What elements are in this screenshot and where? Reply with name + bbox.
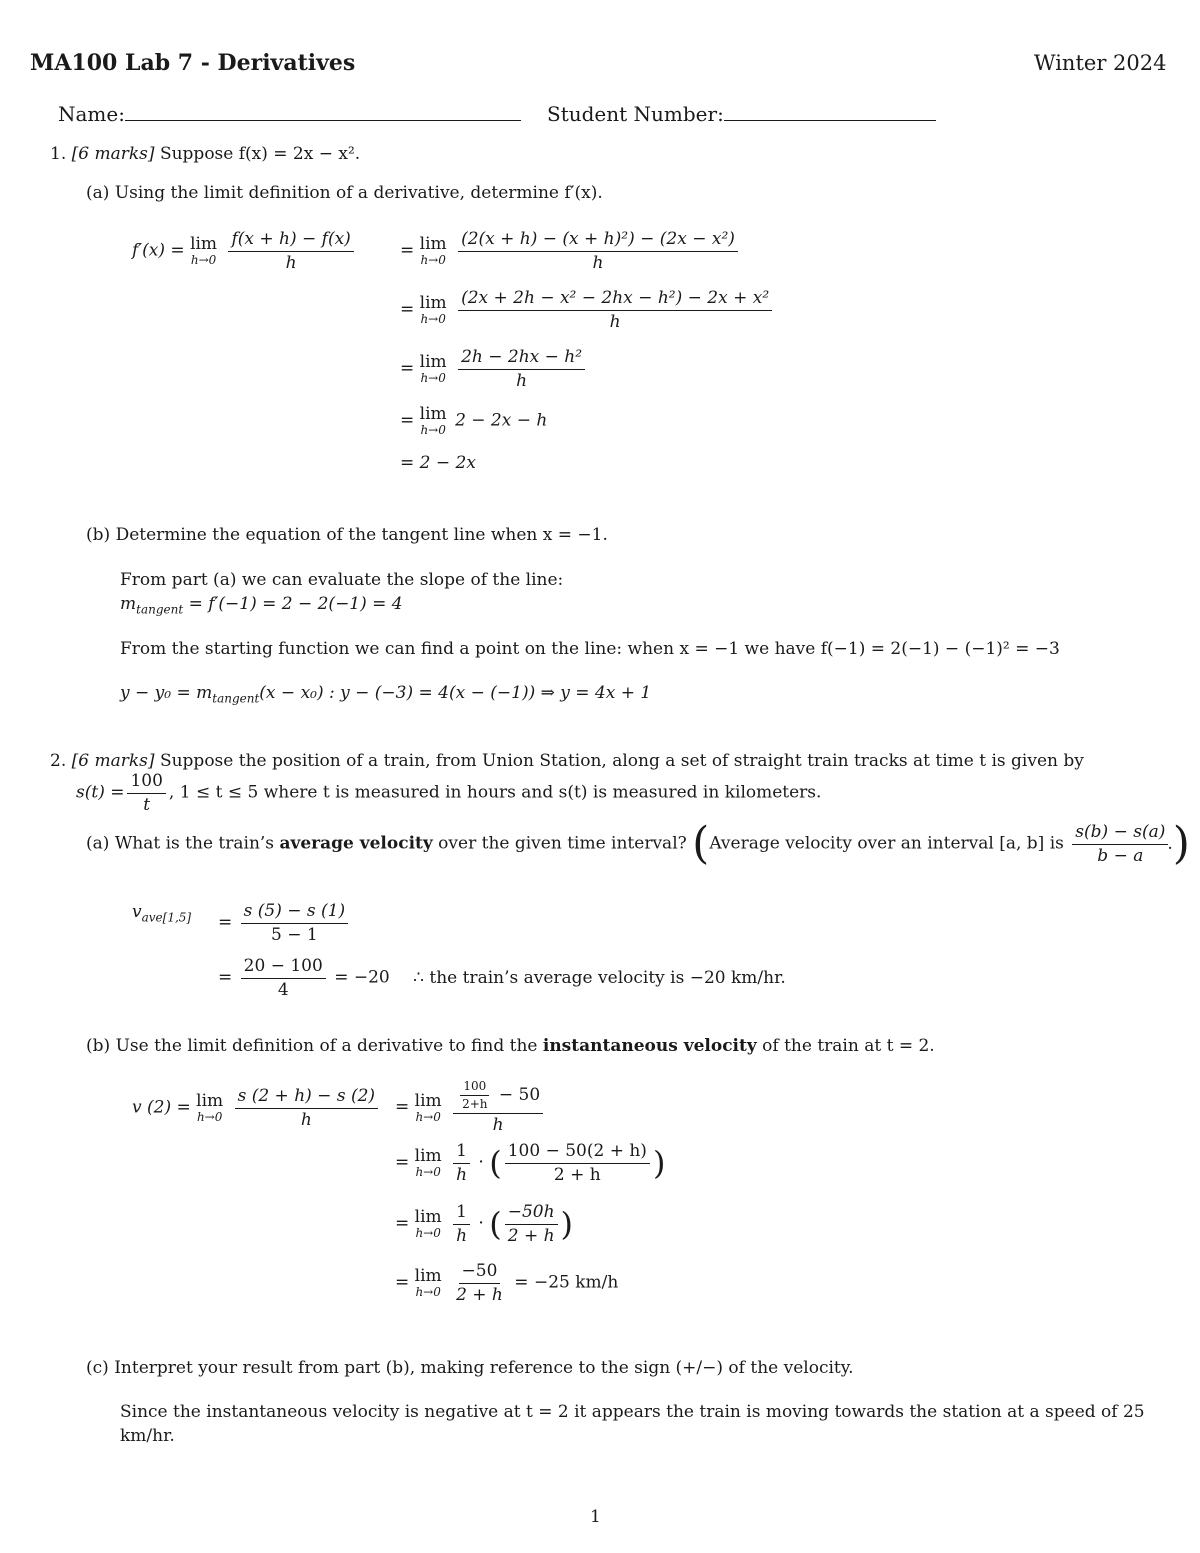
eq-left: y − y₀ = m: [120, 683, 213, 703]
lim-word: lim: [419, 293, 447, 314]
q2b-definition: [132, 1087, 381, 1129]
q2-marks: [6 marks]: [71, 751, 155, 771]
eq-sign: =: [395, 1213, 410, 1234]
fraction: [228, 230, 353, 272]
q2b-lhs: v (2) =: [132, 1097, 191, 1118]
lim-sub: h→0: [415, 1226, 441, 1241]
frac-num: f(x + h) − f(x): [228, 230, 353, 252]
lim-sub: h→0: [420, 312, 446, 327]
paren-right: ): [652, 1144, 666, 1183]
lim-sub: h→0: [420, 371, 446, 386]
s-rest: , 1 ≤ t ≤ 5 where t is measured in hours and s(t) is measured in kilometers.: [168, 782, 822, 803]
lim-sub: h→0: [196, 1110, 223, 1125]
lim-word: lim: [414, 1146, 442, 1167]
eq-sign: =: [218, 967, 233, 988]
lim-word: lim: [414, 1266, 442, 1287]
eq-sign: =: [395, 1097, 410, 1118]
frac-den: h: [516, 370, 528, 391]
page-title: MA100 Lab 7 - Derivatives: [30, 50, 356, 76]
q2a-text-post: over the given time interval?: [432, 833, 687, 854]
paren-left: (: [489, 1144, 502, 1183]
q1a-step1: [400, 230, 741, 272]
paren-right: ): [1172, 818, 1190, 869]
q2b-text-pre: Use the limit definition of a derivative to find the: [115, 1036, 543, 1056]
q1-header: [50, 144, 360, 164]
lim-word: lim: [414, 1207, 442, 1228]
q1b-tangent-equation: [120, 683, 651, 705]
q2a-velocity: [132, 902, 191, 924]
frac-num: 20 − 100: [241, 957, 326, 979]
q2b-question: [86, 1036, 935, 1056]
frac-num: (2(x + h) − (x + h)²) − (2x − x²): [458, 230, 738, 252]
q1b-line1: From part (a) we can evaluate the slope of the line:: [120, 570, 564, 590]
fraction: [505, 1203, 558, 1245]
frac-den: 2 + h: [553, 1164, 601, 1185]
q2-intro: Suppose the position of a train, from Union Station, along a set of straight train tracks at time t is given by: [159, 751, 1084, 771]
q2c-answer-line2: km/hr.: [120, 1426, 175, 1446]
fraction: [453, 1203, 470, 1245]
q1a-step3: [400, 348, 588, 390]
limit: [420, 236, 447, 266]
q1a-question: [86, 183, 603, 203]
limit: [420, 354, 447, 384]
frac-num: s (2 + h) − s (2): [235, 1087, 378, 1109]
fraction: [458, 230, 738, 272]
lim-sub: h→0: [415, 1109, 441, 1124]
lim-word: lim: [190, 234, 218, 255]
frac-den: h: [285, 252, 297, 273]
q1-intro: Suppose f(x) = 2x − x².: [159, 144, 361, 164]
lim-sub: h→0: [415, 1285, 441, 1300]
dot: ·: [478, 1213, 484, 1234]
eq-sign: =: [400, 358, 415, 379]
fraction: [241, 902, 348, 944]
student-number-blank[interactable]: [724, 119, 936, 121]
slope-m: m: [120, 594, 137, 614]
fraction: [505, 1142, 650, 1184]
page-number: 1: [590, 1507, 601, 1527]
q1a-lhs: f′(x) =: [132, 240, 185, 261]
lim-word: lim: [414, 1090, 442, 1111]
q1b-label: (b): [86, 525, 111, 545]
fraction: [458, 348, 585, 390]
paren-left: (: [692, 818, 710, 869]
eq-sub: tangent: [212, 691, 260, 706]
q2b-text-post: of the train at t = 2.: [756, 1036, 935, 1056]
limit: [196, 1093, 223, 1123]
name-field[interactable]: [58, 102, 521, 126]
q2a-text-bold: average velocity: [279, 833, 433, 854]
q1a-result: = 2 − 2x: [400, 453, 476, 473]
frac-den: b − a: [1097, 845, 1144, 866]
frac-num: 1: [453, 1203, 470, 1225]
q2b-label: (b): [86, 1036, 111, 1056]
limit: [415, 1268, 442, 1298]
q2-header: [50, 751, 1160, 771]
lim-word: lim: [419, 352, 447, 373]
frac-den: h: [456, 1225, 468, 1246]
frac-num: −50: [459, 1262, 501, 1284]
q2a-step2: [218, 957, 786, 999]
frac-den: h: [592, 252, 604, 273]
v-lhs: v: [132, 902, 142, 922]
eq-sign: =: [400, 299, 415, 320]
eq-sign: =: [400, 410, 415, 431]
q2a-question: [86, 818, 1190, 869]
step-result: = −25 km/h: [514, 1272, 619, 1293]
frac-den: 4: [277, 979, 289, 1000]
lim-word: lim: [196, 1091, 224, 1112]
q2a-hint: Average velocity over an interval [a, b] is: [709, 833, 1064, 854]
frac-num: 100 − 50(2 + h): [505, 1142, 650, 1164]
frac-den: h: [492, 1115, 504, 1136]
eq-sign: =: [218, 912, 233, 933]
q1-number: 1.: [50, 144, 67, 164]
name-label: Name:: [58, 102, 125, 126]
eq-sign: =: [400, 240, 415, 261]
lim-sub: h→0: [420, 423, 446, 437]
q1a-label: (a): [86, 183, 110, 203]
eq-sign: =: [395, 1152, 410, 1173]
q2a-text-pre: What is the train’s: [114, 833, 280, 854]
q2b-step3: [395, 1203, 573, 1245]
lim-word: lim: [419, 234, 447, 255]
frac-den: t: [143, 794, 151, 815]
lim-word: lim: [419, 404, 447, 424]
lim-sub: h→0: [415, 1165, 441, 1180]
fraction: [1072, 823, 1168, 865]
limit: [420, 295, 447, 325]
eq-right: (x − x₀) : y − (−3) = 4(x − (−1)) ⇒ y = 4x + 1: [259, 683, 652, 703]
q2c-answer-line1: Since the instantaneous velocity is negative at t = 2 it appears the train is moving towards the station at a speed of 25: [120, 1402, 1145, 1422]
frac-num: (2x + 2h − x² − 2hx − h²) − 2x + x²: [458, 289, 772, 311]
student-number-label: Student Number:: [547, 102, 724, 126]
limit: [415, 1209, 442, 1239]
s-lhs: s(t) =: [76, 782, 125, 803]
step-result: = −20: [334, 967, 390, 988]
lim-sub: h→0: [190, 253, 217, 268]
frac-num: s(b) − s(a): [1072, 823, 1168, 845]
small-num: 100: [460, 1080, 489, 1096]
frac-num: [453, 1080, 543, 1114]
student-number-field[interactable]: [547, 102, 936, 126]
paren-right: ): [560, 1205, 574, 1244]
q2b-step4: [395, 1262, 618, 1304]
q2b-step1: [395, 1080, 546, 1135]
frac-den: h: [300, 1109, 312, 1130]
small-fraction: [459, 1080, 490, 1111]
limit: [415, 1148, 442, 1178]
q1b-point: From the starting function we can find a point on the line: when x = −1 we have f(−1) = 2(−1) − (−1)² = −3: [120, 639, 1060, 659]
small-den: 2+h: [462, 1097, 488, 1112]
q2a-step1: [218, 902, 351, 944]
q2c-label: (c): [86, 1358, 109, 1378]
q1b-text: Determine the equation of the tangent line when x = −1.: [115, 525, 608, 545]
frac-den: 2 + h: [507, 1225, 555, 1246]
frac-num: 2h − 2hx − h²: [458, 348, 585, 370]
q1a-step4: [400, 406, 547, 436]
frac-den: h: [609, 311, 621, 332]
fraction: [453, 1080, 543, 1135]
hint-dot: .: [1167, 833, 1173, 854]
slope-rest: = f′(−1) = 2 − 2(−1) = 4: [183, 594, 403, 614]
frac-num: 100: [127, 772, 165, 794]
num-rest: − 50: [493, 1085, 541, 1106]
fraction: [241, 957, 326, 999]
lim-sub: h→0: [420, 253, 446, 268]
q1a-step2: [400, 289, 775, 331]
frac-den: 5 − 1: [271, 924, 318, 945]
q2c-text: Interpret your result from part (b), making reference to the sign (+/−) of the velocity.: [114, 1358, 854, 1378]
q2a-conclusion: ∴ the train’s average velocity is −20 km/hr.: [413, 967, 786, 988]
q1a-definition: [132, 230, 357, 272]
q1b-question: [86, 525, 608, 545]
fraction: [458, 289, 772, 331]
frac-num: s (5) − s (1): [241, 902, 348, 924]
fraction: [453, 1142, 470, 1184]
frac-den: h: [456, 1164, 468, 1185]
q2-position-function: [76, 772, 821, 814]
dot: ·: [478, 1152, 484, 1173]
q2c-question: [86, 1358, 854, 1378]
fraction: [453, 1262, 506, 1304]
q2-number: 2.: [50, 751, 67, 771]
step-expression: 2 − 2x − h: [455, 410, 548, 431]
q2b-step2: [395, 1142, 665, 1184]
frac-den: 2 + h: [456, 1284, 503, 1305]
eq-sign: =: [395, 1272, 410, 1293]
q1b-slope: [120, 594, 403, 616]
q2b-text-bold: instantaneous velocity: [542, 1036, 757, 1056]
term-label: Winter 2024: [1034, 51, 1167, 75]
limit: [190, 236, 217, 266]
fraction: [127, 772, 165, 814]
paren-left: (: [489, 1205, 502, 1244]
q1-marks: [6 marks]: [71, 144, 155, 164]
name-blank[interactable]: [125, 119, 521, 121]
q2a-label: (a): [86, 833, 110, 854]
slope-sub: tangent: [136, 602, 184, 617]
limit: [414, 1090, 442, 1124]
limit: [420, 406, 447, 436]
fraction: [235, 1087, 378, 1129]
v-sub: ave[1,5]: [141, 910, 192, 925]
frac-num: 1: [453, 1142, 470, 1164]
q1a-text: Using the limit definition of a derivative, determine f′(x).: [114, 183, 603, 203]
frac-num: −50h: [505, 1203, 558, 1225]
